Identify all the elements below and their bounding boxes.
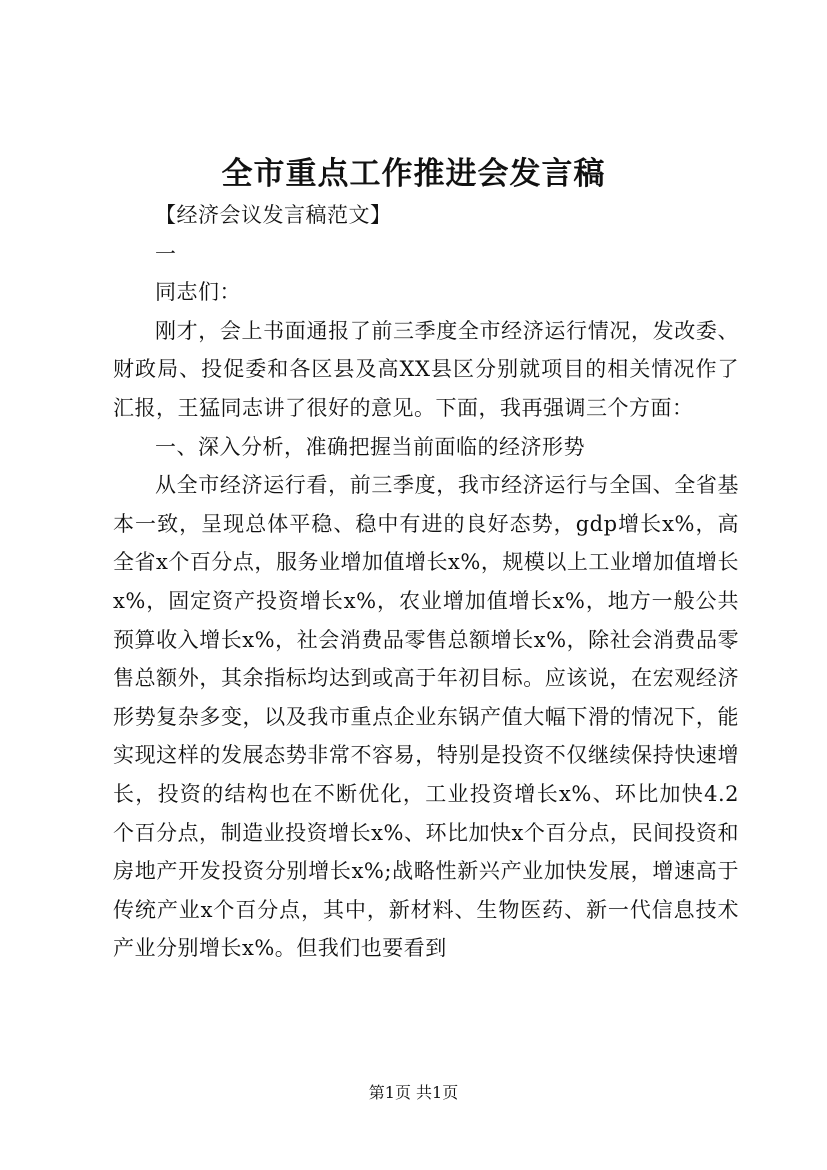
page-footer: 第1页 共1页 bbox=[368, 1083, 459, 1102]
paragraph-1: 刚才，会上书面通报了前三季度全市经济运行情况，发改委、财政局、投促委和各区县及高XX县区分别就项目的相关情况作了汇报，王猛同志讲了很好的意见。下面，我再强调三个方面： bbox=[113, 318, 739, 420]
document-title: 全市重点工作推进会发言稿 bbox=[221, 156, 606, 192]
greeting: 同志们： bbox=[155, 280, 241, 305]
section-mark: 一 bbox=[155, 241, 177, 266]
document-body bbox=[113, 196, 739, 968]
subtitle: 【经济会议发言稿范文】 bbox=[155, 203, 392, 227]
paragraph-2: 从全市经济运行看，前三季度，我市经济运行与全国、全省基本一致，呈现总体平稳、稳中有进的良好态势，gdp增长x%，高全省x个百分点，服务业增加值增长x%，规模以上工业增加值增长x%，固定资产投资增长x%，农业增加值增长x%，地方一般公共预算收入增长x%，社会消费品零售总额增长x%，除社会消费品零售总额外，其余指标均达到或高于年初目标。应该说，在宏观经济形势复杂多变，以及我市重点企业东锅产值大幅下滑的情况下，能实现这样的发展态势非常不容易，特别是投资不仅继续保持快速增长，投资的结构也在不断优化，工业投资增长x%、环比加快4.2个百分点，制造业投资增长x%、环比加快x个百分点，民间投资和房地产开发投资分别增长x%;战略性新兴产业加快发展，增速高于传统产业x个百分点，其中，新材料、生物医药、新一代信息技术产业分别增长x%。但我们也要看到 bbox=[113, 473, 739, 961]
section-heading-1: 一、深入分析，准确把握当前面临的经济形势 bbox=[155, 434, 585, 459]
